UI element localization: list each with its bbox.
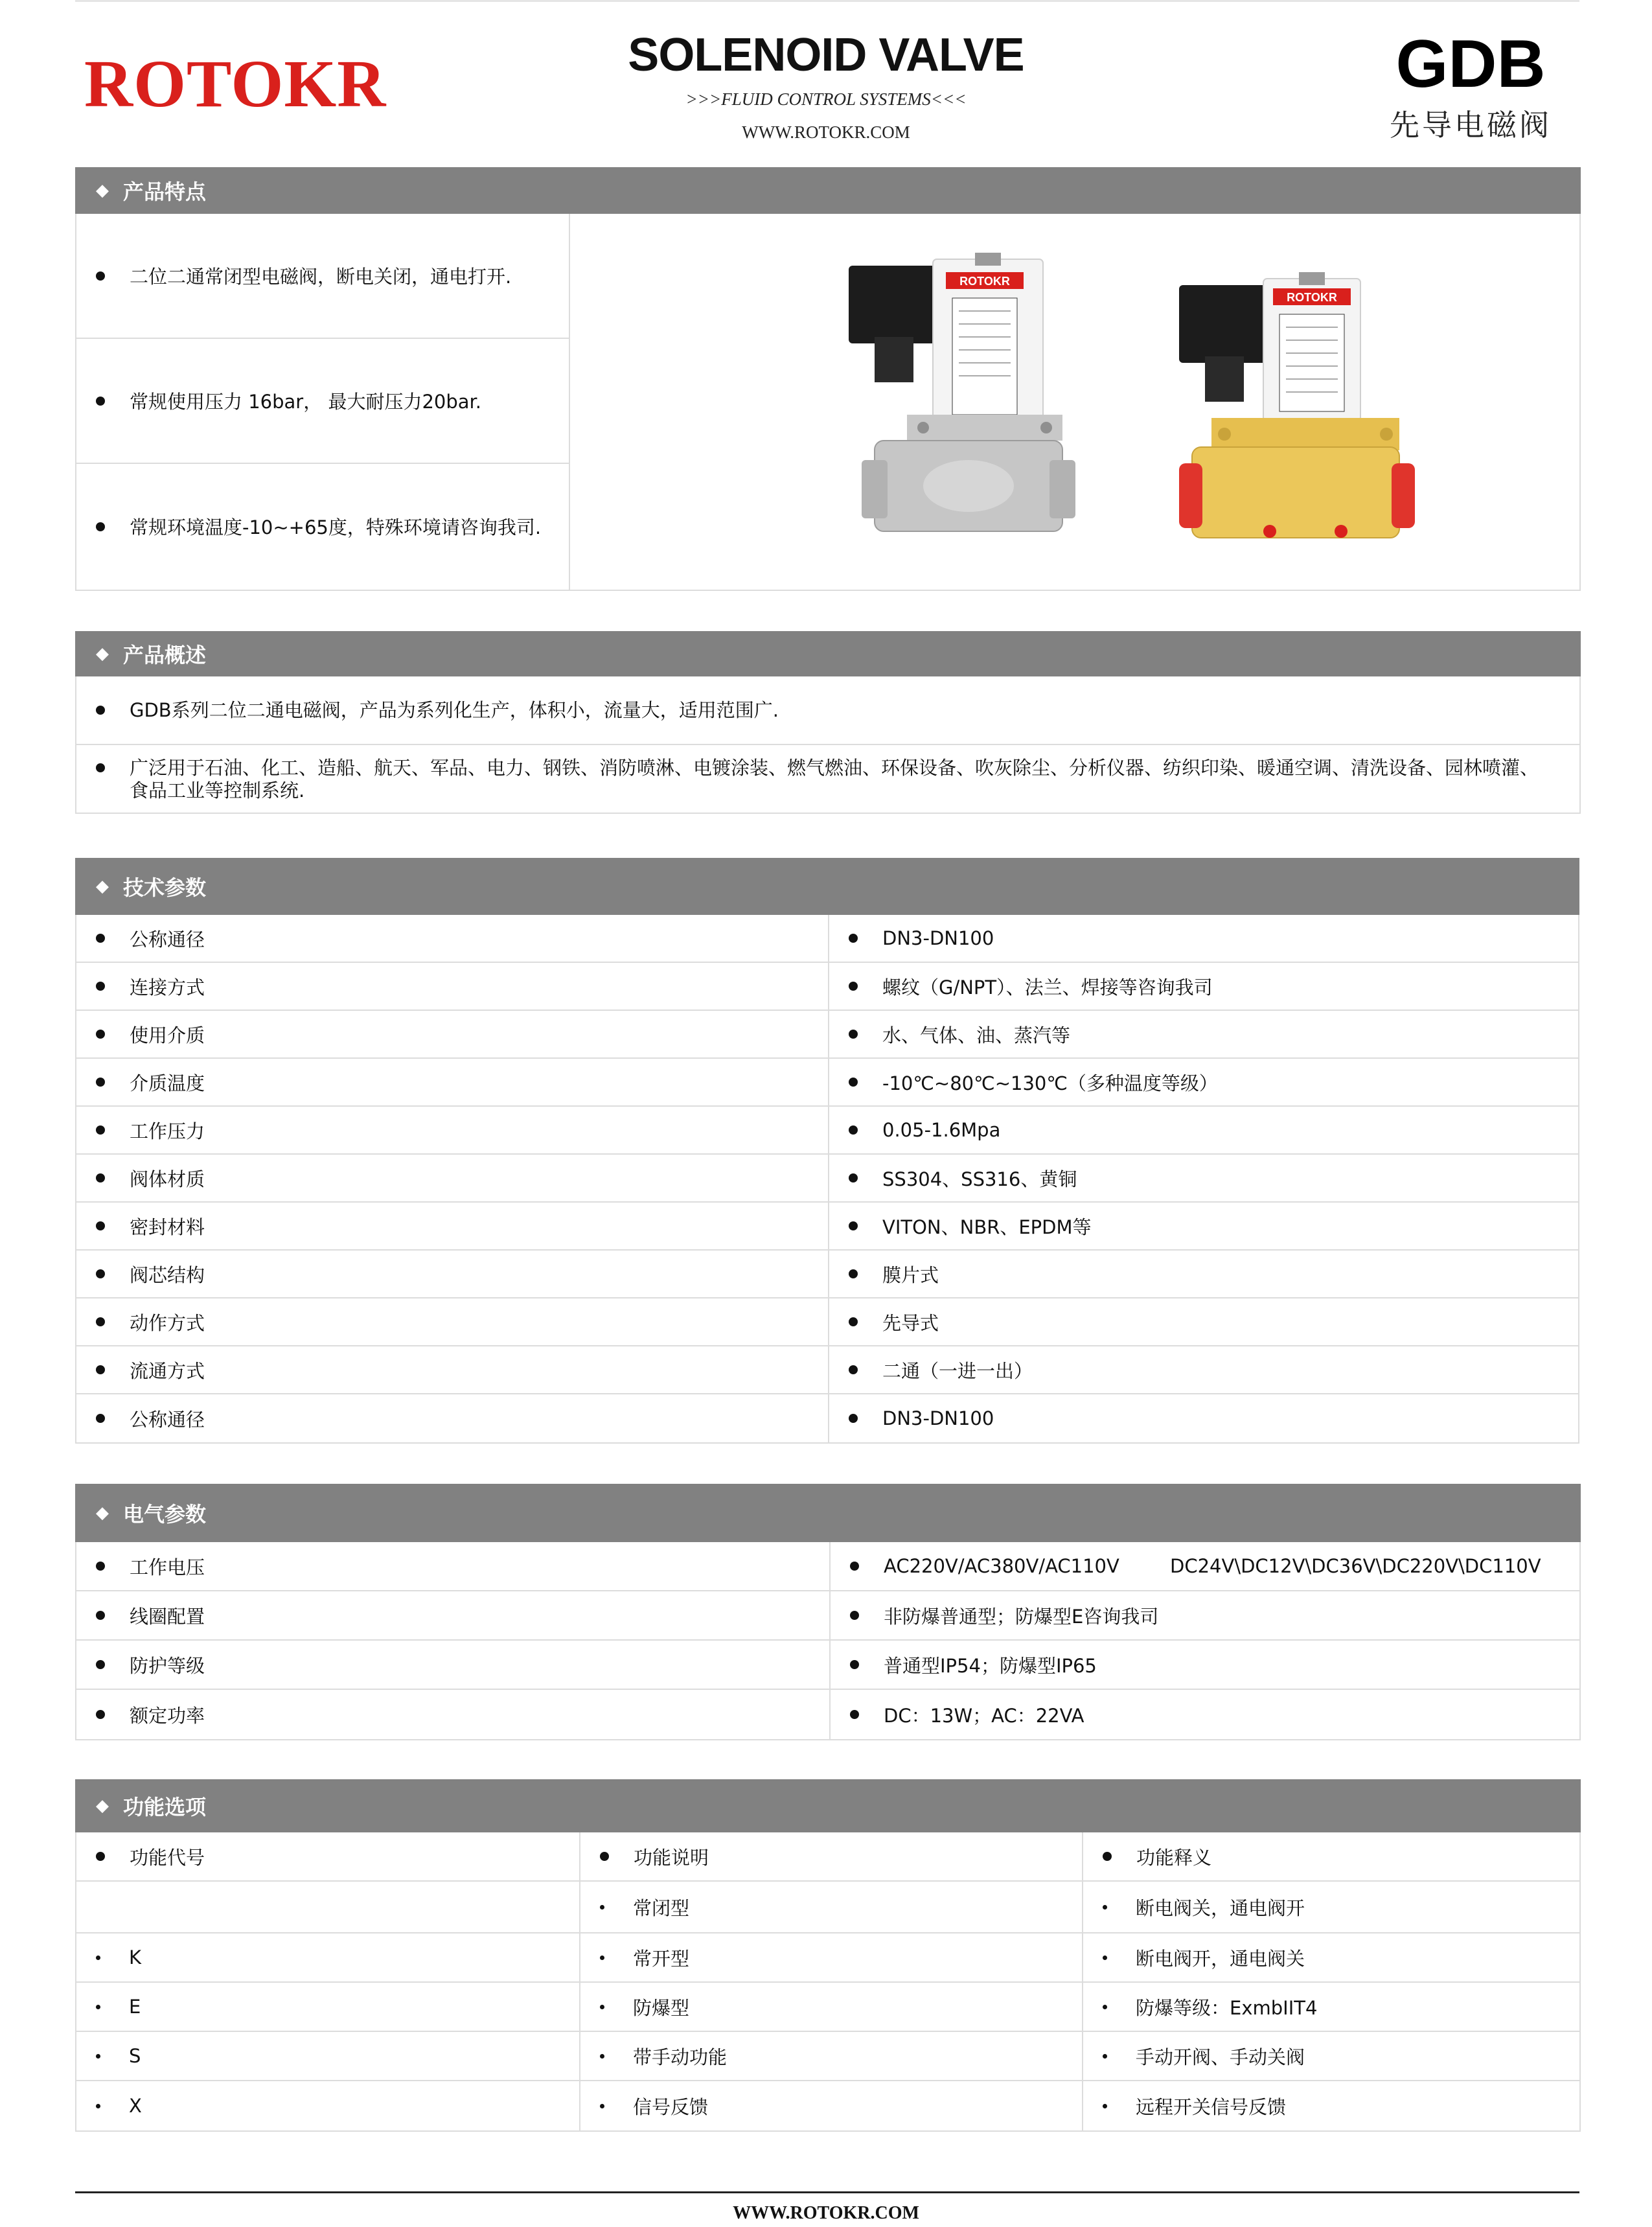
table-cell [76,1059,828,1105]
param-value: SS304、SS316、黄铜 [882,1168,1077,1190]
bullet-icon [96,706,105,715]
bullet-icon [96,1710,105,1719]
table-row [76,963,1578,1011]
table-cell [829,1641,1579,1689]
table-cell [76,1542,829,1590]
feature-text: 常规环境温度-10~+65度，特殊环境请咨询我司. [130,516,542,538]
document-title: SOLENOID VALVE [628,29,1024,81]
param-label: 线圈配置 [130,1605,205,1628]
column-header: 功能代号 [130,1846,205,1869]
bullet-icon [1103,2054,1107,2059]
features-body [75,214,1581,591]
bullet-icon [850,1710,859,1719]
table-cell [76,1983,579,2031]
bullet-icon [96,397,105,406]
table-cell [76,1107,828,1153]
table-row [76,1107,1578,1155]
overview-heading: 产品概述 [123,643,207,667]
table-cell [76,1203,828,1249]
bullet-icon [849,1221,858,1230]
option-code: S [129,2045,141,2067]
table-cell [579,2032,1082,2080]
option-meaning: 断电阀开，通电阀关 [1136,1947,1305,1970]
bullet-icon [600,1905,604,1910]
bullet-icon [96,2005,100,2009]
option-desc: 信号反馈 [633,2095,709,2118]
diamond-icon: ◆ [96,1796,109,1816]
bullet-icon [849,1414,858,1423]
bullet-icon [96,2104,100,2108]
bullet-icon [849,1125,858,1135]
param-value: VITON、NBR、EPDM等 [882,1216,1092,1238]
table-cell [829,1542,1579,1590]
electrical-heading: 电气参数 [123,1502,207,1527]
bullet-icon [600,1852,609,1861]
table-cell [828,1394,1578,1442]
bullet-icon [96,1269,105,1278]
param-label: 流通方式 [130,1359,205,1382]
table-cell [828,915,1578,962]
bullet-icon [1103,2005,1107,2009]
bullet-icon [600,2005,604,2009]
features-section [75,167,1581,591]
param-value: 0.05-1.6Mpa [882,1119,1001,1141]
diamond-icon: ◆ [96,877,109,896]
document-title-block [538,26,1114,143]
bullet-icon [850,1660,859,1669]
table-header-cell [76,1832,579,1880]
footer-website: WWW.ROTOKR.COM [733,2203,919,2223]
table-row [76,1251,1578,1298]
table-row [76,1690,1579,1739]
param-label: 公称通径 [130,928,205,951]
option-desc: 防爆型 [633,1996,690,2019]
bullet-icon [96,1660,105,1669]
list-item [76,214,569,339]
bullet-icon [96,1317,105,1326]
table-row [76,1933,1579,1983]
bullet-icon [96,522,105,531]
table-row [76,1011,1578,1059]
product-photos [570,214,1579,590]
param-label: 工作压力 [130,1120,205,1142]
model-name: 先导电磁阀 [1390,108,1552,143]
table-cell [76,2032,579,2080]
feature-text: 常规使用压力 16bar， 最大耐压力20bar. [130,391,482,413]
bullet-icon [1103,2104,1107,2108]
bullet-icon [1103,1905,1107,1910]
option-desc: 常闭型 [633,1897,690,1919]
list-item [76,464,569,589]
table-row [76,1983,1579,2032]
overview-body [75,676,1581,814]
document-subtitle: >>>FLUID CONTROL SYSTEMS<<< [685,89,967,109]
table-cell [828,1251,1578,1297]
bullet-icon [600,1956,604,1960]
model-code: GDB [1395,27,1546,102]
table-cell [76,1011,828,1057]
table-cell [579,1983,1082,2031]
brass-valve-image [1173,272,1419,544]
param-value: DN3-DN100 [882,1407,994,1429]
list-item [76,676,1579,745]
bullet-icon [96,934,105,943]
table-row [76,1641,1579,1690]
bullet-icon [96,2054,100,2059]
bullet-icon [96,1414,105,1423]
tech-header [75,858,1579,915]
option-desc: 带手动功能 [633,2046,728,2068]
param-label: 连接方式 [130,976,205,998]
bullet-icon [600,2054,604,2059]
table-row [76,2081,1579,2130]
table-cell [828,1011,1578,1057]
bullet-icon [600,2104,604,2108]
bullet-icon [849,1317,858,1326]
table-cell [76,1882,579,1932]
bullet-icon [1103,1852,1112,1861]
features-list [76,214,570,590]
table-row [76,1394,1578,1442]
bullet-icon [849,1078,858,1087]
list-item [76,339,569,464]
option-code: X [129,2095,142,2117]
table-row [76,1542,1579,1591]
diamond-icon: ◆ [96,1503,109,1523]
table-cell [1082,2032,1579,2080]
model-block [1348,27,1594,144]
electrical-header [75,1484,1581,1542]
overview-header [75,631,1581,676]
options-heading: 功能选项 [123,1795,207,1819]
options-table [75,1832,1581,2132]
bullet-icon [96,1125,105,1135]
features-heading: 产品特点 [123,179,207,204]
option-desc: 常开型 [633,1947,690,1970]
tech-heading: 技术参数 [123,875,207,900]
bullet-icon [96,1852,105,1861]
bullet-icon [849,1173,858,1183]
table-row [76,915,1578,963]
table-row [76,1591,1579,1641]
param-value: 膜片式 [882,1264,939,1286]
param-label: 公称通径 [130,1408,205,1431]
electrical-table [75,1542,1581,1740]
table-header-cell [1082,1832,1579,1880]
option-meaning: 远程开关信号反馈 [1136,2095,1287,2118]
table-header-cell [579,1832,1082,1880]
param-value: 非防爆普通型；防爆型E咨询我司 [884,1605,1159,1628]
table-cell [76,1298,828,1345]
param-value: DC：13W；AC：22VA [884,1704,1084,1727]
table-cell [76,915,828,962]
table-cell [76,1641,829,1689]
table-cell [828,1059,1578,1105]
tech-table [75,915,1579,1444]
overview-section [75,631,1581,814]
bullet-icon [849,934,858,943]
table-cell [76,2081,579,2130]
param-label: 阀芯结构 [130,1264,205,1286]
option-meaning: 防爆等级：ExmbIIT4 [1136,1996,1318,2019]
header-website: WWW.ROTOKR.COM [742,122,910,142]
table-cell [76,963,828,1010]
stainless-valve-image [836,253,1082,538]
list-item [76,745,1579,813]
table-cell [76,1933,579,1981]
param-label: 密封材料 [130,1216,205,1238]
bullet-icon [96,763,105,772]
param-value: -10℃~80℃~130℃（多种温度等级） [882,1072,1218,1094]
table-cell [76,1346,828,1393]
table-cell [76,1155,828,1201]
table-cell [1082,1933,1579,1981]
table-cell [1082,2081,1579,2130]
table-cell [1082,1882,1579,1932]
column-header: 功能释义 [1136,1846,1212,1869]
features-header [75,167,1581,214]
table-cell [579,1933,1082,1981]
bullet-icon [96,1078,105,1087]
table-row [76,1203,1578,1251]
feature-text: 二位二通常闭型电磁阀，断电关闭，通电打开. [130,266,512,288]
param-label: 阀体材质 [130,1168,205,1190]
bullet-icon [849,1030,858,1039]
param-value: 螺纹（G/NPT）、法兰、焊接等咨询我司 [882,976,1213,998]
table-cell [76,1591,829,1639]
table-cell [1082,1983,1579,2031]
footer-rule [75,2191,1579,2193]
option-meaning: 断电阀关，通电阀开 [1136,1897,1305,1919]
bullet-icon [849,1269,858,1278]
table-cell [828,1298,1578,1345]
bullet-icon [96,982,105,991]
table-row [76,2032,1579,2081]
bullet-icon [849,982,858,991]
param-label: 工作电压 [130,1556,205,1578]
param-value: 普通型IP54；防爆型IP65 [884,1654,1097,1677]
param-value: 先导式 [882,1311,939,1334]
param-value-dc: DC24V\DC12V\DC36V\DC220V\DC110V [1170,1555,1541,1577]
bullet-icon [96,1365,105,1374]
valve-brand-label: ROTOKR [959,275,1010,288]
bullet-icon [96,1030,105,1039]
options-section [75,1779,1581,2132]
table-cell [828,1107,1578,1153]
brand-logo: ROTOKR [84,47,387,121]
table-cell [76,1394,828,1442]
diamond-icon: ◆ [96,644,109,663]
table-cell [579,1882,1082,1932]
option-code: K [129,1946,142,1968]
bullet-icon [1103,1956,1107,1960]
param-label: 使用介质 [130,1024,205,1046]
table-cell [579,2081,1082,2130]
param-label: 介质温度 [130,1072,205,1094]
table-row [76,1298,1578,1346]
table-cell [76,1251,828,1297]
bullet-icon [96,1221,105,1230]
bullet-icon [849,1365,858,1374]
table-row [76,1346,1578,1394]
table-cell [828,1346,1578,1393]
top-rule [75,0,1579,2]
option-meaning: 手动开阀、手动关阀 [1136,2046,1305,2068]
table-row [76,1155,1578,1203]
bullet-icon [96,1956,100,1960]
overview-text: 广泛用于石油、化工、造船、航天、军品、电力、钢铁、消防喷淋、电镀涂装、燃气燃油、环保设备、吹灰除尘、分析仪器、纺织印染、暖通空调、清洗设备、园林喷灌、食品工业等控制系统. [130,757,1539,802]
param-value: DN3-DN100 [882,927,994,949]
table-cell [76,1690,829,1739]
table-cell [829,1591,1579,1639]
table-row [76,1882,1579,1933]
param-label: 额定功率 [130,1704,205,1727]
bullet-icon [850,1562,859,1571]
table-cell [829,1690,1579,1739]
param-label: 防护等级 [130,1654,205,1677]
param-label: 动作方式 [130,1311,205,1334]
valve-brand-label: ROTOKR [1287,291,1337,304]
bullet-icon [850,1611,859,1620]
table-cell [828,963,1578,1010]
electrical-section [75,1484,1581,1740]
bullet-icon [96,1611,105,1620]
bullet-icon [96,1562,105,1571]
option-code: E [129,1996,141,2018]
param-value: 水、气体、油、蒸汽等 [882,1024,1071,1046]
param-value: AC220V/AC380V/AC110V [884,1555,1119,1577]
table-header-row [76,1832,1579,1882]
overview-text: GDB系列二位二通电磁阀，产品为系列化生产，体积小，流量大，适用范围广. [130,698,779,721]
table-row [76,1059,1578,1107]
bullet-icon [96,1173,105,1183]
param-value: 二通（一进一出） [882,1359,1033,1382]
diamond-icon: ◆ [96,181,109,200]
options-header [75,1779,1581,1832]
table-cell [828,1155,1578,1201]
table-cell [828,1203,1578,1249]
bullet-icon [96,271,105,281]
column-header: 功能说明 [634,1846,709,1869]
tech-section [75,858,1579,1444]
